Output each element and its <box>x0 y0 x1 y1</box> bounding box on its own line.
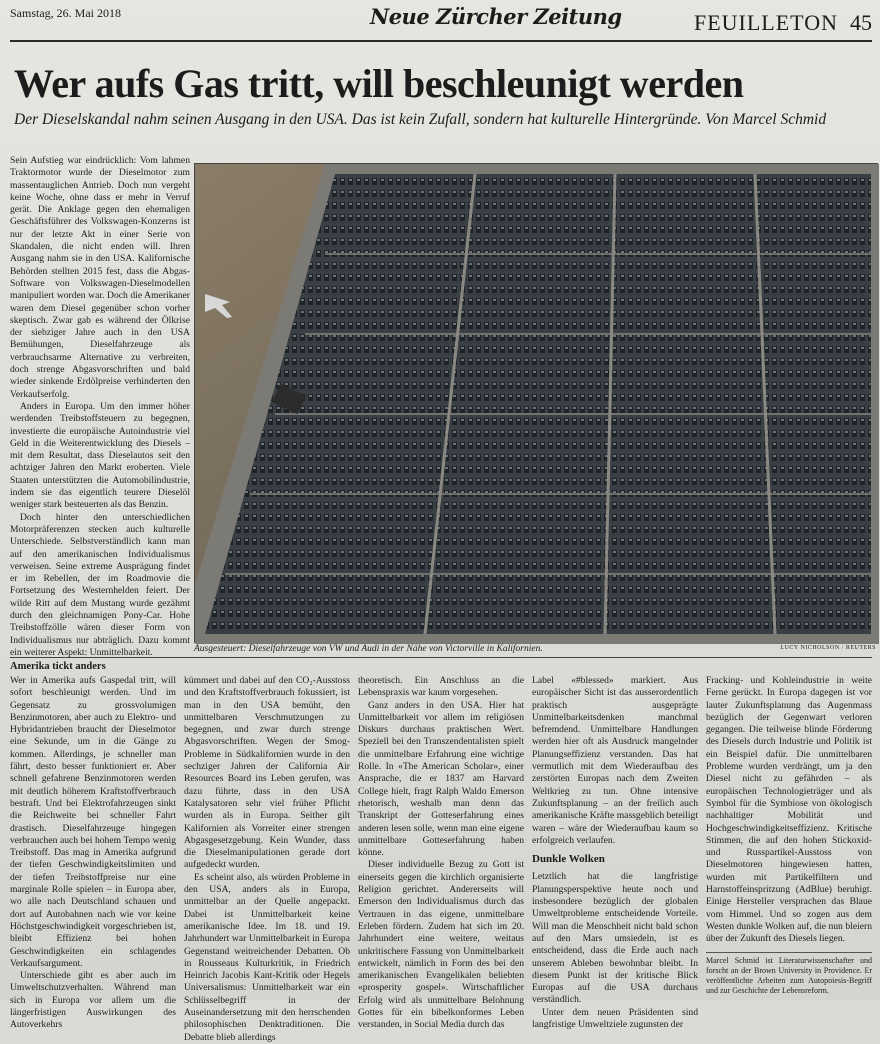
page-number: 45 <box>850 10 872 35</box>
photo-illustration <box>195 164 879 644</box>
subheading-dunkle-wolken: Dunkle Wolken <box>532 853 605 866</box>
subheadline: Der Dieselskandal nahm seinen Ausgang in den USA. Das ist kein Zufall, sondern hat kulturelle Hintergründe. Von Marcel Schmid <box>14 111 827 128</box>
body-column-2 <box>184 675 350 1044</box>
col4-paragraph-1: Label «#blessed» markiert. Aus europäischer Sicht ist das ausserordentlich praktisch ausgeprägte Unmittelbarkeitsdenken manchmal befremdend. Unmittelbare Handlungen werden hier oft als Ausdruck mangelnder Planungseffizienz verstanden. Das hat vermutlich mit dem Wiederaufbau des zerstörten Europas nach dem Zweiten Weltkrieg zu tun. Ohne intensive Zukunftsplanung – an der freilich auch amerikanische Kräfte massgeblich beteiligt waren – wäre der Wiederaufbau kaum so erfolgreich verlaufen. <box>532 675 698 846</box>
col4-paragraph-2: Letztlich hat die langfristige Planungsperspektive heute noch und insbesondere bezüglich der globalen Umweltprobleme entscheidende Vorteile. Will man die Menschheit nicht bald schon auf den Mars umsiedeln, ist es entscheidend, dass die Erde auch nach unserem Ableben bewohnbar bleibt. In diesem Punkt ist der kritische Blick Europas auf die USA durchaus verständlich. <box>532 871 698 1006</box>
col5-paragraph-1: Fracking- und Kohleindustrie in weite Ferne gerückt. In Europa dagegen ist vor lauter Zukunftsplanung das Augenmass bezüglich der Gegenwart verloren gegangen. Die teilweise blinde Förderung des Diesels durch Industrie und Politik ist ein Beispiel dafür. Die unmittelbaren Probleme wurden verdrängt, um ja den Diesel nicht zu gefährden – als europäischen Technologieträger und als Symbol für die Symbiose von ökologisch nachhaltiger Mobilität und Hochgeschwindigkeitseffizienz. Kritische Stimmen, die auf den hohen Stickoxid- und Russpartikel-Ausstoss von Dieselmotoren hingewiesen hatten, wurden mit Partikelfiltern und Harnstoffeinspritzung (AdBlue) beruhigt. Einige Hersteller versprachen das Blaue vom Himmel. Und so zogen aus dem Westen dunkle Wolken auf, die nun bleiern über der Zukunft des Diesels liegen. <box>706 675 872 945</box>
aerial-photo-parked-cars <box>194 163 878 643</box>
col4-paragraph-3: Unter dem neuen Präsidenten sind langfristige Umweltziele zugunsten der <box>532 1006 698 1031</box>
col3-paragraph-2: Ganz anders in den USA. Hier hat Unmittelbarkeit vor allem im religiösen Diskurs durchaus praktischen Wert. Speziell bei den Transzendentalisten spielt die unmittelbare Erfahrung eine wichtige Rolle. In «The American Scholar», einer Ansprache, die er 1837 am Harvard College hielt, fragt Ralph Waldo Emerson rhetorisch, weshalb man denn das Transkript der Gotteserfahrung eines anderen lesen solle, wenn man eine eigene unmittelbare Gotteserfahrung haben könne. <box>358 699 524 859</box>
divider <box>10 657 872 658</box>
section-subtitle: Amerika tickt anders <box>10 661 106 672</box>
headline: Wer aufs Gas tritt, will beschleunigt werden <box>14 61 744 106</box>
newspaper-logo: Neue Zürcher Zeitung <box>370 4 622 29</box>
issue-date: Samstag, 26. Mai 2018 <box>10 6 121 20</box>
body-column-4 <box>532 675 698 1031</box>
body-column-3 <box>358 675 524 1032</box>
masthead <box>10 2 872 42</box>
author-bio: Marcel Schmid ist Literaturwissenschafter und forscht an der Brown University in Providence. Er veröffentlichte Arbeiten zum Autopoiesis-Begriff und zur Geschichte der Lebensreform. <box>706 952 872 996</box>
intro-paragraph-3: Doch hinter den unterschiedlichen Motorpräferenzen stecken auch kulturelle Unterschiede. Selbstverständlich kann man auf den amerikanischen Individualismus verweisen. Seine extreme Ausprägung findet er im Rebellen, der im Roadmovie die Fortsetzung des Westernhelden feiert. Der wilde Ritt auf dem Mustang wurde gezähmt durch den gleichnamigen Pony-Car. Hohe Treibstoffzölle wären dieser Form von Individualismus nur abträglich. Dazu kommt ein weiterer Aspekt: Unmittelbarkeit. <box>10 511 190 658</box>
section-name: FEUILLETON <box>693 10 838 35</box>
photo-caption: Ausgesteuert: Dieselfahrzeuge von VW und Audi in der Nähe von Victorville in Kalifornien. <box>194 644 543 654</box>
col3-paragraph-3: Dieser individuelle Bezug zu Gott ist einerseits gegen die kirchlich organisierte Religion gerichtet. Andererseits will Emerson den Individualismus durch das Vertrauen in das eigene, unmittelbare Erleben fördern. Zudem hat sich im 20. Jahrhundert eine weitere, weitaus unkritischere Fassung von Unmittelbarkeit entwickelt, nämlich in Form des bei den amerikanischen Evangelikalen beliebten «prosperity gospel». Wirtschaftlicher Erfolg wird als unmittelbare Belohnung Gottes für ein bibelkonformes Leben verstanden, in Social Media durch das <box>358 859 524 1031</box>
col2-paragraph-2: Es scheint also, als würden Probleme in den USA, anders als in Europa, unmittelbar an der Quelle angepackt. Dabei ist Unmittelbarkeit keine amerikanische Idee. Im 18. und 19. Jahrhundert war Unmittelbarkeit in Europa Gegenstand weitreichender Debatten. Ob in Rousseaus Kulturkritik, in Friedrich Heinrich Jacobis Kant-Kritik oder Hegels Universalismus: Unmittelbarkeit war ein Schlüsselbegriff in der Auseinandersetzung mit den herrschenden philosophischen Denktraditionen. Die Debatte blieb allerdings <box>184 871 350 1043</box>
col2-paragraph-1: kümmert und dabei auf den CO₂-Ausstoss und den Kraftstoffverbrauch fokussiert, ist man in den USA bemüht, den unmittelbaren Verschmutzungen zu begegnen, und zwar durch strenge Abgasvorschriften. Wegen der Smog-Probleme in Südkalifornien wurde in den sechziger Jahren der California Air Resources Board ins Leben gerufen, was dazu führte, dass in den USA Katalysatoren sehr viel früher Pflicht wurden als in Europa. Seither gilt Kalifornien als Vorreiter einer strengen Abgasgesetzgebung. Kein Wunder, dass die Dieselmanipulationen gerade dort aufgedeckt wurden. <box>184 675 350 871</box>
intro-column <box>10 155 190 659</box>
photo-credit: LUCY NICHOLSON / REUTERS <box>780 645 876 651</box>
intro-paragraph-2: Anders in Europa. Um den immer höher werdenden Treibstoffsteuern zu begegnen, investierte die europäische Autoindustrie viel Geld in die Weiterentwicklung des Diesels – mit dem Resultat, dass Dieselautos seit den achtziger Jahren den Markt eroberten. Viele Staaten unterstützten die Automobilindustrie, indem sie das eigentlich teurere Dieselöl weniger stark besteuerten als das Benzin. <box>10 400 190 511</box>
col3-paragraph-1: theoretisch. Ein Anschluss an die Lebenspraxis war kaum vorgesehen. <box>358 675 524 699</box>
body-column-5 <box>706 675 872 996</box>
intro-paragraph-1: Sein Aufstieg war eindrücklich: Vom lahmen Traktormotor wurde der Dieselmotor zum massentauglichen Antrieb. Doch nun vergeht keine Woche, ohne dass er mehr in Verruf gerät. Die Anklage gegen den ehemaligen Geschäftsführer des Volkswagen-Konzerns ist nur der letzte Akt in einer Serie von Skandalen, die nicht enden will. Ihren Ausgang nahm sie in den USA. Kalifornische Behörden stellten 2015 fest, dass die Abgas-Software von Volkswagen-Dieselmodellen manipuliert worden war. Doch die Amerikaner waren dem Diesel gegenüber schon vorher skeptisch. Zwar gab es während der Ölkrise der siebziger Jahre auch in den USA Bemühungen, Dieselfahrzeuge als verbrauchsarme Alternative zu verbreiten, doch strenge Abgasvorschriften und bald wieder sinkende Erdölpreise verhinderten den Verkaufserfolg. <box>10 155 190 400</box>
col1-paragraph-1: Wer in Amerika aufs Gaspedal tritt, will sofort beschleunigt werden. Und im Gegensatz zu grossvolumigen Benzinmotoren, aber auch zu Elektro- und Hybridantrieben braucht der Dieselmotor eine Sekunde, um in die Gänge zu kommen. Allerdings, je schneller man fährt, desto besser funktioniert er. Aber schnell gefahrene Benzinmotoren werden mit deutlich höherem Kraftstoffverbrauch bestraft. Und bei Elektrofahrzeugen sinkt die Reichweite bei schneller Fahrt drastisch. Dieselfahrzeuge hingegen verbrauchen auch bei hohem Tempo wenig Treibstoff. Das mag in Amerika aufgrund der tiefen Geschwindigkeitslimiten und der tiefen Treibstoffpreise nur eine marginale Rolle spielen – in Europa aber, wo alle nach Deutschland schauen und dort auf Autobahnen nach wie vor keine Höchstgeschwindigkeit vorgeschrieben ist, bleibt Effizienz bei hohen Geschwindigkeiten ein schlagendes Verkaufsargument. <box>10 675 176 969</box>
col1-paragraph-2: Unterschiede gibt es aber auch im Umweltschutzverhalten. Während man sich in Europa vor allem um die längerfristigen Auswirkungen des Autoverkehrs <box>10 970 176 1031</box>
body-column-1 <box>10 675 176 1032</box>
